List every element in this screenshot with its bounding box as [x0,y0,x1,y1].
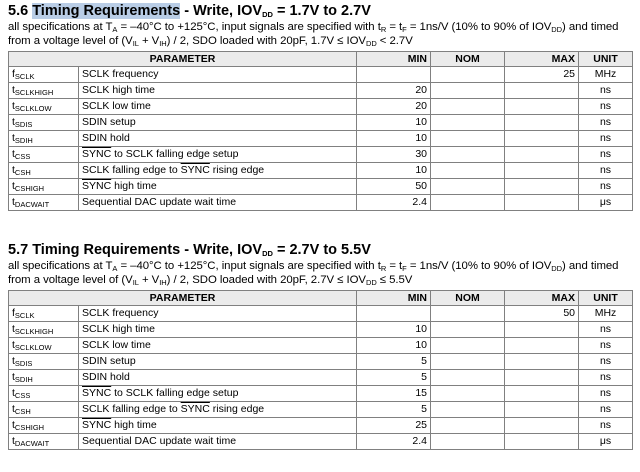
param-description: SDIN hold [79,370,357,386]
param-symbol: $t_{SDIH}$ [9,131,79,147]
table-row [9,370,633,386]
table-row [9,83,633,99]
header-min: MIN [357,291,431,306]
unit-value: μs [579,434,633,450]
unit-value: ns [579,370,633,386]
param-description: SCLK falling edge to SYNC rising edge [79,163,357,179]
timing-table [8,290,633,450]
max-value [505,163,579,179]
table-row [9,115,633,131]
param-symbol: $t_{DACWAIT}$ [9,195,79,211]
header-max: MAX [505,52,579,67]
unit-value: ns [579,338,633,354]
max-value [505,131,579,147]
section-heading [8,2,632,20]
max-value: 25 [505,67,579,83]
param-symbol: $t_{SCLKLOW}$ [9,99,79,115]
unit-value: ns [579,115,633,131]
param-symbol: $f_{SCLK}$ [9,306,79,322]
param-symbol: $t_{DACWAIT}$ [9,434,79,450]
param-symbol: $t_{CSS}$ [9,147,79,163]
table-row [9,131,633,147]
header-max: MAX [505,291,579,306]
header-parameter: PARAMETER [9,291,357,306]
unit-value: MHz [579,306,633,322]
section-title-highlight: Timing Requirements [32,3,181,19]
max-value [505,179,579,195]
unit-value: ns [579,402,633,418]
unit-value: ns [579,131,633,147]
table-row [9,306,633,322]
unit-value: ns [579,179,633,195]
table-row [9,195,633,211]
section-title-sub: DD [262,10,273,19]
header-unit: UNIT [579,291,633,306]
param-description: SCLK falling edge to SYNC rising edge [79,402,357,418]
param-description: SCLK high time [79,83,357,99]
nom-value [431,99,505,115]
min-value [357,306,431,322]
unit-value: ns [579,147,633,163]
min-value: 10 [357,163,431,179]
param-description: Sequential DAC update wait time [79,195,357,211]
section-title-range: = 2.7V to 5.5V [272,242,371,258]
max-value [505,115,579,131]
param-description: SCLK high time [79,322,357,338]
max-value [505,338,579,354]
nom-value [431,434,505,450]
nom-value [431,131,505,147]
unit-value: ns [579,99,633,115]
unit-value: ns [579,418,633,434]
unit-value: μs [579,195,633,211]
table-row [9,67,633,83]
min-value: 5 [357,402,431,418]
section-number: 5.6 [8,3,29,19]
unit-value: ns [579,354,633,370]
table-row [9,434,633,450]
table-row [9,179,633,195]
min-value: 25 [357,418,431,434]
table-row [9,99,633,115]
conditions-line-1: all specifications at $T_A = -40^\circ C$ to +125°C, input signals are specified with $t_R = t_F = 1ns/V$ (10% to 90% of $IOV_{DD}$) and timed [8,260,619,273]
param-description: SYNC high time [79,179,357,195]
unit-value: ns [579,83,633,99]
header-min: MIN [357,52,431,67]
section-heading [8,241,632,259]
section-title-range: = 1.7V to 2.7V [272,3,371,19]
min-value: 20 [357,99,431,115]
nom-value [431,370,505,386]
nom-value [431,195,505,211]
min-value: 10 [357,131,431,147]
table-row [9,418,633,434]
section-number: 5.7 [8,242,29,258]
min-value: 15 [357,386,431,402]
min-value: 5 [357,354,431,370]
min-value: 10 [357,115,431,131]
param-symbol: $t_{SDIH}$ [9,370,79,386]
section-5-7 [8,241,632,450]
nom-value [431,147,505,163]
nom-value [431,338,505,354]
nom-value [431,67,505,83]
param-symbol: $t_{CSHIGH}$ [9,418,79,434]
conditions-line-2: from a voltage level of $(V_{IL} + V_{IH}) / 2$, SDO loaded with 20pF, $1.7V \le IOV_{DD} < 2.7V$ [8,35,413,48]
param-description: SCLK frequency [79,306,357,322]
param-description: SDIN setup [79,115,357,131]
param-symbol: $t_{SCLKHIGH}$ [9,83,79,99]
nom-value [431,386,505,402]
table-row [9,163,633,179]
min-value: 5 [357,370,431,386]
header-nom: NOM [431,291,505,306]
section-title-sub: DD [262,249,273,258]
param-symbol: $t_{CSH}$ [9,163,79,179]
param-symbol: $t_{SDIS}$ [9,354,79,370]
max-value [505,83,579,99]
max-value [505,402,579,418]
nom-value [431,83,505,99]
max-value [505,354,579,370]
param-symbol: $t_{SCLKHIGH}$ [9,322,79,338]
min-value: 50 [357,179,431,195]
param-symbol: $t_{CSH}$ [9,402,79,418]
min-value: 30 [357,147,431,163]
nom-value [431,306,505,322]
conditions-line-1: all specifications at $T_A = -40^\circ C$ to +125°C, input signals are specified with $t_R = t_F = 1ns/V$ (10% to 90% of $IOV_{DD}$) and timed [8,21,619,34]
param-description: SYNC to SCLK falling edge setup [79,386,357,402]
unit-value: ns [579,322,633,338]
unit-value: ns [579,163,633,179]
header-nom: NOM [431,52,505,67]
section-5-6 [8,2,632,211]
param-symbol: $t_{SDIS}$ [9,115,79,131]
section-title: Timing Requirements - Write, IOV [32,242,263,258]
table-row [9,147,633,163]
nom-value [431,115,505,131]
param-symbol: $f_{SCLK}$ [9,67,79,83]
min-value: 10 [357,322,431,338]
header-parameter: PARAMETER [9,52,357,67]
min-value: 2.4 [357,434,431,450]
param-description: SDIN hold [79,131,357,147]
param-description: SYNC to SCLK falling edge setup [79,147,357,163]
param-description: SCLK low time [79,338,357,354]
min-value: 10 [357,338,431,354]
nom-value [431,418,505,434]
param-description: SCLK low time [79,99,357,115]
param-symbol: $t_{CSHIGH}$ [9,179,79,195]
table-row [9,322,633,338]
max-value: 50 [505,306,579,322]
nom-value [431,322,505,338]
param-symbol: $t_{CSS}$ [9,386,79,402]
table-header-row [9,52,633,67]
table-row [9,338,633,354]
param-description: SYNC high time [79,418,357,434]
max-value [505,418,579,434]
min-value: 20 [357,83,431,99]
param-symbol: $t_{SCLKLOW}$ [9,338,79,354]
min-value: 2.4 [357,195,431,211]
header-unit: UNIT [579,52,633,67]
nom-value [431,179,505,195]
max-value [505,386,579,402]
param-description: SCLK frequency [79,67,357,83]
conditions-line-2: from a voltage level of $(V_{IL} + V_{IH}) / 2$, SDO loaded with 20pF, $2.7V \le IOV_{DD} \le 5.5V$ [8,274,413,287]
max-value [505,322,579,338]
nom-value [431,354,505,370]
max-value [505,434,579,450]
min-value [357,67,431,83]
nom-value [431,163,505,179]
max-value [505,370,579,386]
table-row [9,386,633,402]
unit-value: ns [579,386,633,402]
nom-value [431,402,505,418]
table-row [9,402,633,418]
max-value [505,99,579,115]
unit-value: MHz [579,67,633,83]
max-value [505,147,579,163]
table-header-row [9,291,633,306]
timing-table [8,51,633,211]
param-description: Sequential DAC update wait time [79,434,357,450]
max-value [505,195,579,211]
section-title: - Write, IOV [180,3,263,19]
table-row [9,354,633,370]
param-description: SDIN setup [79,354,357,370]
